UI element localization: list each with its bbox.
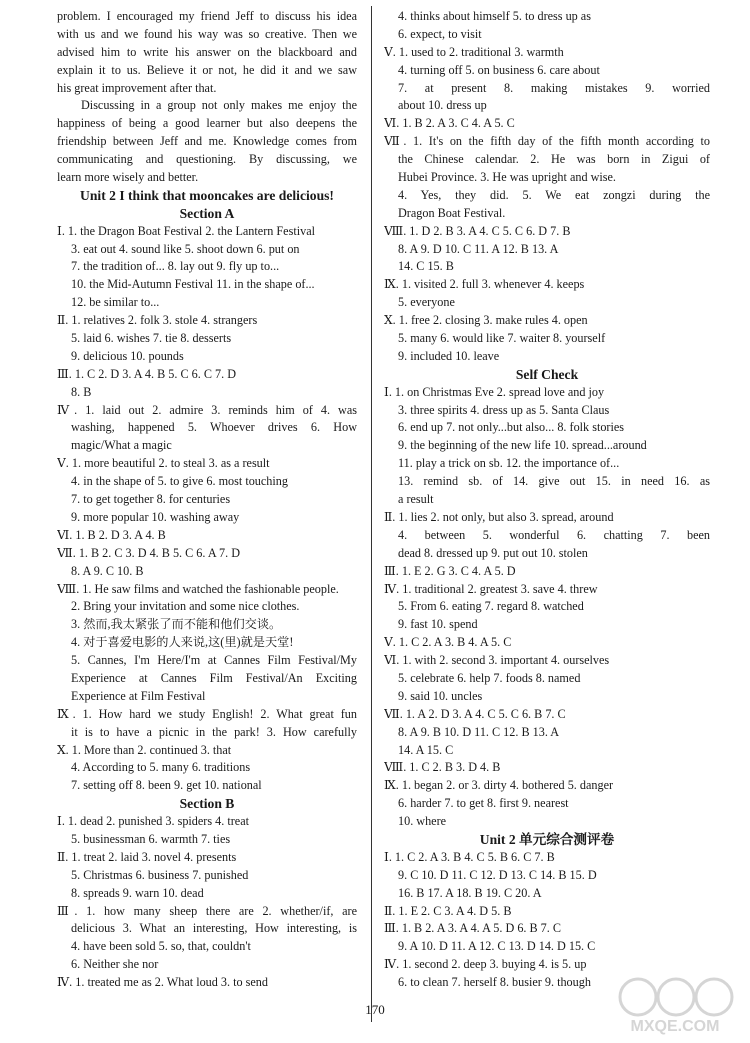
answer-line: Ⅸ. 1. How hard we study English! 2. What great fun: [57, 706, 357, 721]
answer-line: 5. Cannes, I'm Here/I'm at Cannes Film Festival/My: [71, 653, 357, 668]
answer-line: 12. be similar to...: [71, 295, 160, 310]
answer-line: Ⅳ. 1. laid out 2. admire 3. reminds him of 4. was: [57, 402, 357, 417]
watermark-logo: [610, 975, 740, 1035]
answer-line: Ⅰ. 1. the Dragon Boat Festival 2. the Lantern Festival: [57, 223, 315, 238]
answer-line: the Chinese calendar. 2. He was born in Zigui of: [398, 152, 710, 167]
section-heading: Unit 2 单元综合测评卷: [479, 831, 615, 847]
answer-line: Ⅲ. 1. E 2. G 3. C 4. A 5. D: [384, 563, 516, 578]
answer-line: it is to have a picnic in the park! 3. How carefully: [71, 724, 357, 739]
answer-line: 4. 对于喜爱电影的人来说,这(里)就是天堂!: [71, 635, 294, 650]
answer-line: 3. eat out 4. sound like 5. shoot down 6. put on: [71, 241, 300, 256]
answer-line: 4. between 5. wonderful 6. chatting 7. been: [398, 527, 710, 542]
section-heading: Self Check: [515, 366, 579, 382]
answer-line: Ⅰ. 1. C 2. A 3. B 4. C 5. B 6. C 7. B: [384, 849, 555, 864]
answer-line: Ⅱ. 1. E 2. C 3. A 4. D 5. B: [384, 903, 512, 918]
answer-line: 14. A 15. C: [398, 742, 454, 757]
section-heading: Unit 2 I think that mooncakes are delicious!: [80, 187, 334, 203]
answer-line: Ⅱ. 1. relatives 2. folk 3. stole 4. strangers: [57, 313, 258, 328]
section-heading: Section B: [179, 796, 235, 812]
answer-line: Ⅷ. 1. He saw films and watched the fashionable people.: [57, 581, 339, 596]
answer-line: 4. in the shape of 5. to give 6. most touching: [71, 474, 288, 489]
answer-line: 7. to get together 8. for centuries: [71, 492, 231, 507]
answer-line: 5. many 6. would like 7. waiter 8. yourself: [398, 331, 606, 346]
answer-line: 14. C 15. B: [398, 259, 454, 274]
answer-line: 8. B: [71, 384, 92, 399]
right-column: [384, 8, 710, 992]
answer-line: learn more wisely and better.: [57, 170, 199, 185]
answer-line: 6. harder 7. to get 8. first 9. nearest: [398, 796, 569, 811]
answer-line: advised him to write his answer on the blackboard and: [57, 44, 357, 59]
answer-line: Ⅲ. 1. C 2. D 3. A 4. B 5. C 6. C 7. D: [57, 366, 237, 381]
answer-line: a result: [398, 492, 434, 507]
answer-line: Ⅰ. 1. on Christmas Eve 2. spread love and joy: [384, 384, 605, 399]
answer-line: 3. three spirits 4. dress up as 5. Santa Claus: [398, 402, 610, 417]
answer-line: 4. According to 5. many 6. traditions: [71, 760, 251, 775]
answer-line: 5. celebrate 6. help 7. foods 8. named: [398, 670, 581, 685]
answer-line: problem. I encouraged my friend Jeff to discuss his idea: [57, 9, 357, 23]
answer-line: Ⅴ. 1. used to 2. traditional 3. warmth: [384, 44, 564, 59]
answer-line: delicious 3. What an interesting, How interesting, is: [71, 921, 357, 936]
answer-line: 10. the Mid-Autumn Festival 11. in the shape of...: [71, 277, 315, 292]
answer-line: Experience at Film Festival: [71, 688, 206, 703]
answer-line: 5. From 6. eating 7. regard 8. watched: [398, 599, 584, 614]
answer-line: Ⅸ. 1. began 2. or 3. dirty 4. bothered 5. danger: [384, 778, 614, 793]
answer-line: 9. included 10. leave: [398, 348, 500, 363]
answer-line: Ⅴ. 1. C 2. A 3. B 4. A 5. C: [384, 635, 512, 650]
answer-line: 7. the tradition of... 8. lay out 9. fly up to...: [71, 259, 280, 274]
answer-line: washing, happened 5. Whoever drives 6. How: [71, 420, 357, 435]
answer-line: Dragon Boat Festival.: [398, 205, 506, 220]
answer-line: 11. play a trick on sb. 12. the importance of...: [398, 456, 620, 471]
answer-line: 9. the beginning of the new life 10. spread...around: [398, 438, 647, 453]
answer-line: 4. thinks about himself 5. to dress up as: [398, 9, 591, 23]
answer-line: 10. where: [398, 814, 447, 829]
answer-line: 6. expect, to visit: [398, 26, 482, 41]
answer-line: Ⅶ. 1. A 2. D 3. A 4. C 5. C 6. B 7. C: [384, 706, 566, 721]
answer-line: Ⅲ. 1. how many sheep there are 2. whether/if, are: [57, 903, 357, 918]
answer-line: 3. 然而,我太紧张了而不能和他们交谈。: [71, 617, 282, 632]
answer-line: 8. A 9. D 10. C 11. A 12. B 13. A: [398, 241, 559, 256]
answer-line: Experience at Cannes Film Festival/An Exciting: [71, 670, 357, 685]
answer-line: 9. C 10. D 11. C 12. D 13. C 14. B 15. D: [398, 867, 597, 882]
answer-line: 5. Christmas 6. business 7. punished: [71, 867, 249, 882]
answer-line: 2. Bring your invitation and some nice clothes.: [71, 599, 300, 614]
watermark-text: MXQE.COM: [630, 1018, 720, 1035]
answer-line: 9. delicious 10. pounds: [71, 348, 184, 363]
answer-line: Ⅱ. 1. treat 2. laid 3. novel 4. presents: [57, 849, 237, 864]
answer-line: Ⅵ. 1. with 2. second 3. important 4. ourselves: [384, 653, 610, 668]
answer-line: 9. fast 10. spend: [398, 617, 478, 632]
column-divider: [371, 6, 372, 1022]
answer-line: 4. turning off 5. on business 6. care about: [398, 62, 600, 77]
answer-line: 8. A 9. B 10. D 11. C 12. B 13. A: [398, 724, 560, 739]
answer-line: 9. more popular 10. washing away: [71, 509, 240, 524]
answer-line: communicating and questioning. By discussing, we: [57, 152, 357, 167]
answer-line: Ⅷ. 1. C 2. B 3. D 4. B: [384, 760, 501, 775]
answer-line: his great improvement after that.: [57, 80, 217, 95]
answer-line: 5. laid 6. wishes 7. tie 8. desserts: [71, 331, 232, 346]
answer-line: 13. remind sb. of 14. give out 15. in need 16. as: [398, 474, 710, 489]
answer-line: 8. A 9. C 10. B: [71, 563, 144, 578]
answer-line: 6. to clean 7. herself 8. busier 9. though: [398, 975, 591, 990]
answer-line: 7. setting off 8. been 9. get 10. national: [71, 778, 262, 793]
answer-line: Ⅹ. 1. More than 2. continued 3. that: [57, 742, 232, 757]
answer-line: dead 8. dressed up 9. put out 10. stolen: [398, 545, 588, 560]
page-number: 170: [365, 1002, 385, 1017]
answer-line: Ⅳ. 1. treated me as 2. What loud 3. to send: [57, 975, 268, 990]
answer-line: with us and we found his way was so creative. Then we: [57, 26, 357, 41]
answer-line: 9. A 10. D 11. A 12. C 13. D 14. D 15. C: [398, 939, 596, 954]
answer-line: 7. at present 8. making mistakes 9. worried: [398, 80, 710, 95]
answer-line: 6. end up 7. not only...but also... 8. folk stories: [398, 420, 625, 435]
answer-line: Ⅴ. 1. more beautiful 2. to steal 3. as a result: [57, 456, 270, 471]
answer-line: 9. said 10. uncles: [398, 688, 483, 703]
answer-line: Ⅷ. 1. D 2. B 3. A 4. C 5. C 6. D 7. B: [384, 223, 571, 238]
answer-line: Ⅳ. 1. traditional 2. greatest 3. save 4. threw: [384, 581, 598, 596]
answer-line: 6. Neither she nor: [71, 957, 159, 972]
answer-line: 16. B 17. A 18. B 19. C 20. A: [398, 885, 542, 900]
answer-line: about 10. dress up: [398, 98, 487, 113]
answer-line: Ⅵ. 1. B 2. A 3. C 4. A 5. C: [384, 116, 515, 131]
answer-line: 5. businessman 6. warmth 7. ties: [71, 831, 231, 846]
answer-line: Ⅰ. 1. dead 2. punished 3. spiders 4. treat: [57, 814, 249, 829]
answer-line: explain it to us. Believe it or not, he did it and we saw: [57, 62, 357, 77]
answer-line: 5. everyone: [398, 295, 455, 310]
answer-line: Ⅲ. 1. B 2. A 3. A 4. A 5. D 6. B 7. C: [384, 921, 561, 936]
answer-line: Ⅱ. 1. lies 2. not only, but also 3. spread, around: [384, 509, 614, 524]
answer-line: Ⅶ. 1. B 2. C 3. D 4. B 5. C 6. A 7. D: [57, 545, 240, 560]
answer-line: Ⅳ. 1. second 2. deep 3. buying 4. is 5. up: [384, 957, 587, 972]
section-heading: Section A: [179, 205, 235, 221]
answer-line: 4. have been sold 5. so, that, couldn't: [71, 939, 251, 954]
left-column: [57, 8, 357, 992]
answer-line: Hubei Province. 3. He was upright and wise.: [398, 170, 616, 185]
answer-line: Discussing in a group not only makes me enjoy the: [81, 98, 357, 113]
answer-line: Ⅶ. 1. It's on the fifth day of the fifth month according to: [384, 134, 710, 149]
answer-line: 4. Yes, they did. 5. We eat zongzi during the: [398, 187, 710, 202]
answer-line: magic/What a magic: [71, 438, 172, 453]
answer-line: Ⅹ. 1. free 2. closing 3. make rules 4. open: [384, 313, 588, 328]
answer-line: Ⅸ. 1. visited 2. full 3. whenever 4. keeps: [384, 277, 585, 292]
answer-line: friendship between Jeff and me. Knowledge comes from: [57, 134, 357, 149]
answer-line: happiness of being a good learner but also deepens the: [57, 116, 357, 131]
answer-line: 8. spreads 9. warn 10. dead: [71, 885, 204, 900]
answer-line: Ⅵ. 1. B 2. D 3. A 4. B: [57, 527, 166, 542]
